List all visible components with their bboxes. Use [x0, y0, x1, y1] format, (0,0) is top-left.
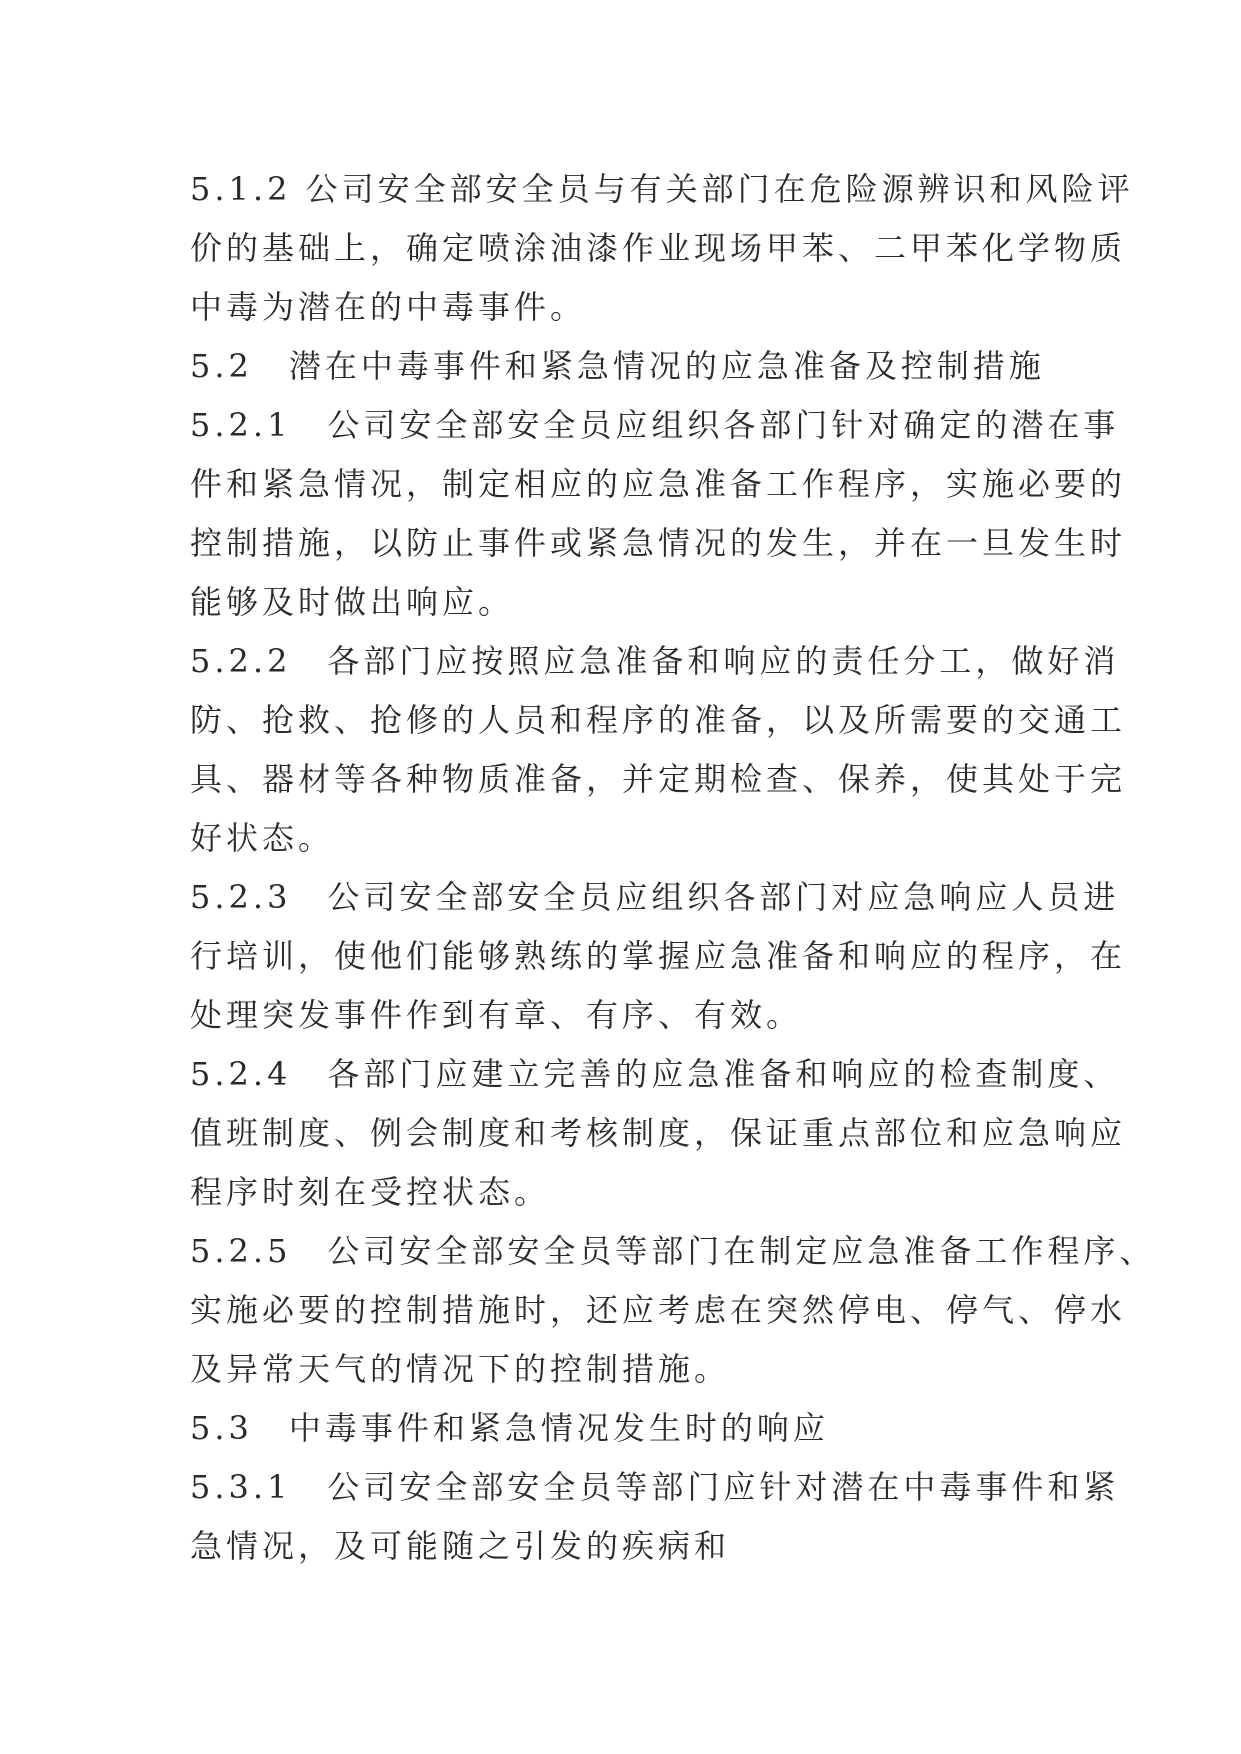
text-line: 防、抢救、抢修的人员和程序的准备，以及所需要的交通工 [190, 701, 1127, 739]
text-line: 5.2.3 公司安全部安全员应组织各部门对应急响应人员进 [190, 878, 1120, 916]
text-line: 程序时刻在受控状态。 [190, 1173, 551, 1211]
text-line: 5.1.2 公司安全部安全员与有关部门在危险源辨识和风险评 [190, 170, 1134, 208]
text-line: 价的基础上，确定喷涂油漆作业现场甲苯、二甲苯化学物质 [190, 229, 1127, 267]
section-heading: 5.3 中毒事件和紧急情况发生时的响应 [190, 1409, 829, 1447]
section-heading: 5.2 潜在中毒事件和紧急情况的应急准备及控制措施 [190, 347, 1045, 385]
text-line: 5.2.5 公司安全部安全员等部门在制定应急准备工作程序、 [190, 1232, 1156, 1270]
text-line: 件和紧急情况，制定相应的应急准备工作程序，实施必要的 [190, 465, 1127, 503]
text-line: 控制措施，以防止事件或紧急情况的发生，并在一旦发生时 [190, 524, 1127, 562]
text-line: 处理突发事件作到有章、有序、有效。 [190, 996, 803, 1034]
text-line: 好状态。 [190, 819, 335, 857]
text-line: 急情况，及可能随之引发的疾病和 [190, 1527, 731, 1565]
text-line: 5.2.1 公司安全部安全员应组织各部门针对确定的潜在事 [190, 406, 1120, 444]
text-line: 能够及时做出响应。 [190, 583, 515, 621]
text-line: 值班制度、例会制度和考核制度，保证重点部位和应急响应 [190, 1114, 1127, 1152]
text-line: 行培训，使他们能够熟练的掌握应急准备和响应的程序，在 [190, 937, 1127, 975]
text-line: 中毒为潜在的中毒事件。 [190, 288, 587, 326]
text-line: 具、器材等各种物质准备，并定期检查、保养，使其处于完 [190, 760, 1127, 798]
text-line: 实施必要的控制措施时，还应考虑在突然停电、停气、停水 [190, 1291, 1127, 1329]
text-line: 5.3.1 公司安全部安全员等部门应针对潜在中毒事件和紧 [190, 1468, 1120, 1506]
text-line: 及异常天气的情况下的控制措施。 [190, 1350, 731, 1388]
text-line: 5.2.4 各部门应建立完善的应急准备和响应的检查制度、 [190, 1055, 1120, 1093]
document-body [190, 160, 1156, 1576]
text-line: 5.2.2 各部门应按照应急准备和响应的责任分工，做好消 [190, 642, 1120, 680]
